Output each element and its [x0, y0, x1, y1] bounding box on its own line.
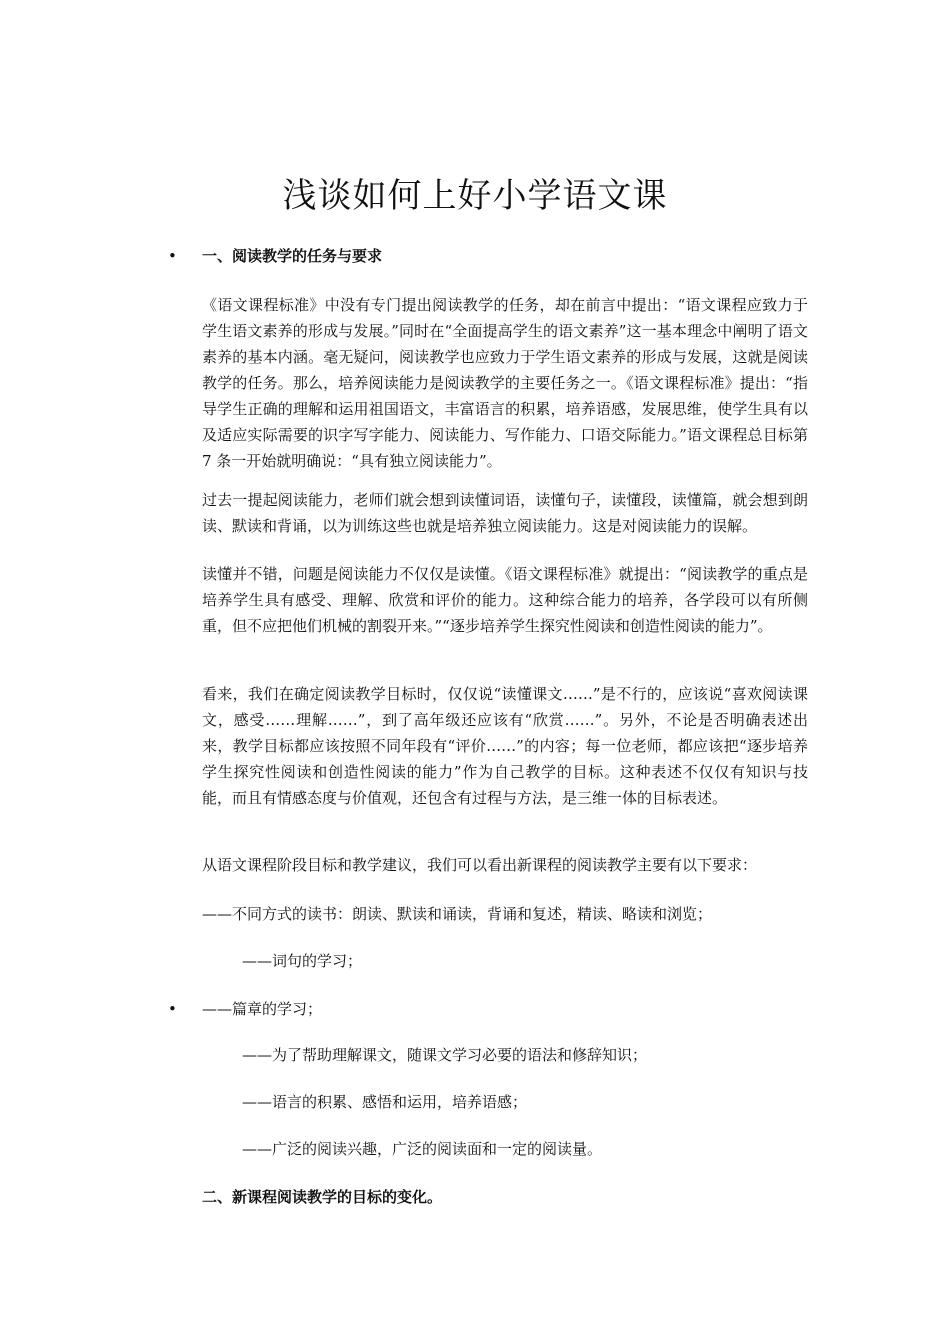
requirement-item: ——语言的积累、感悟和运用，培养语感； [242, 1093, 528, 1111]
requirement-item: ——词句的学习； [242, 952, 363, 970]
bullet-marker: • [168, 1000, 177, 1018]
section-heading-1: 一、阅读教学的任务与要求 [202, 247, 383, 265]
document-title: 浅谈如何上好小学语文课 [282, 176, 668, 216]
paragraph-1: 《语文课程标准》中没有专门提出阅读教学的任务，却在前言中提出：“语文课程应致力于学生语文素养的形成与发展。”同时在“全面提高学生的语文素养”这一基本理念中阐明了语文素养的基本内涵。毫无疑问，阅读教学也应致力于学生语文素养的形成与发展，这就是阅读教学的任务。那么，培养阅读能力是阅读教学的主要任务之一。《语文课程标准》提出：“指导学生正确的理解和运用祖国语文，丰富语言的积累，培养语感，发展思维，使学生具有以及适应实际需要的识字写字能力、阅读能力、写作能力、口语交际能力。”语文课程总目标第 7 条一开始就明确说：“具有独立阅读能力”。 [202, 296, 808, 470]
requirement-item: ——为了帮助理解课文，随课文学习必要的语法和修辞知识； [242, 1046, 648, 1064]
paragraph-5: 从语文课程阶段目标和教学建议，我们可以看出新课程的阅读教学主要有以下要求： [202, 856, 758, 874]
bullet-marker: • [168, 247, 177, 265]
requirement-item: ——广泛的阅读兴趣，广泛的阅读面和一定的阅读量。 [242, 1140, 603, 1158]
paragraph-4: 看来，我们在确定阅读教学目标时，仅仅说“读懂课文……”是不行的，应该说“喜欢阅读课文，感受……理解……”，到了高年级还应该有“欣赏……”。另外，不论是否明确表述出来，教学目标都应该按照不同年段有“评价……”的内容；每一位老师，都应该把“逐步培养学生探究性阅读和创造性阅读的能力”作为自己教学的目标。这种表述不仅仅有知识与技能，而且有情感态度与价值观，还包含有过程与方法，是三维一体的目标表述。 [202, 685, 808, 807]
paragraph-2: 过去一提起阅读能力，老师们就会想到读懂词语，读懂句子，读懂段，读懂篇，就会想到朗读、默读和背诵，以为训练这些也就是培养独立阅读能力。这是对阅读能力的误解。 [202, 491, 808, 535]
section-heading-2: 二、新课程阅读教学的目标的变化。 [202, 1188, 443, 1206]
paragraph-3: 读懂并不错，问题是阅读能力不仅仅是读懂。《语文课程标准》就提出：“阅读教学的重点是培养学生具有感受、理解、欣赏和评价的能力。这种综合能力的培养，各学段可以有所侧重，但不应把他们机械的割裂开来。”“逐步培养学生探究性阅读和创造性阅读的能力”。 [202, 565, 808, 635]
requirement-item: ——不同方式的读书：朗读、默读和诵读，背诵和复述，精读、略读和浏览； [202, 905, 713, 923]
requirement-item: ——篇章的学习； [202, 1000, 323, 1018]
